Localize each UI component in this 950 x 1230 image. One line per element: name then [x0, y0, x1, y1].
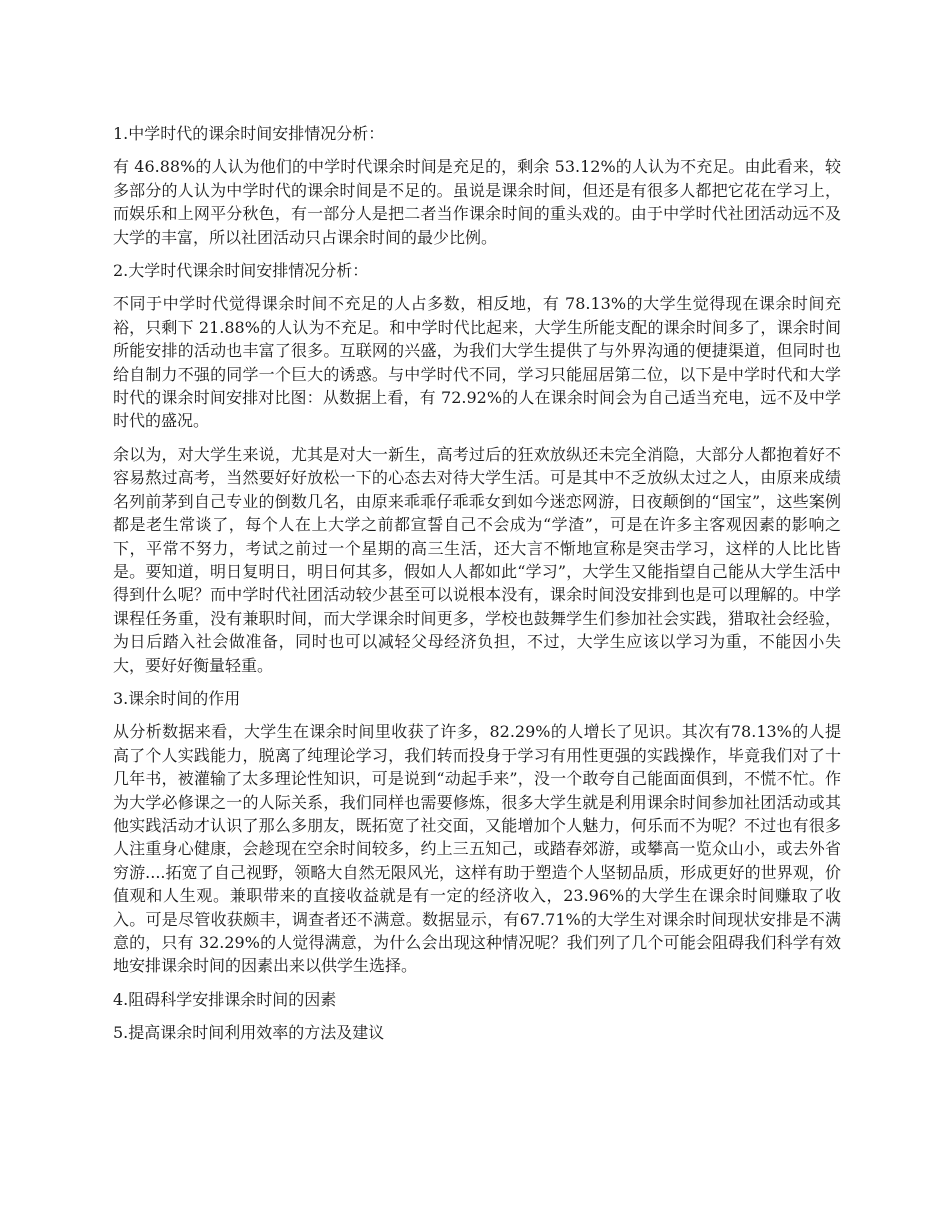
section-1-paragraph-1: 有 46.88%的人认为他们的中学时代课余时间是充足的，剩余 53.12%的人认为不充足。由此看来，较多部分的人认为中学时代的课余时间是不足的。虽说是课余时间，但还是有很多人都把它花在学习上，而娱乐和上网平分秋色，有一部分人是把二者当作课余时间的重头戏的。由于中学时代社团活动远不及大学的丰富，所以社团活动只占课余时间的最少比例。 [113, 157, 841, 247]
section-4-heading: 4.阻碍科学安排课余时间的因素 [113, 989, 337, 1009]
section-1-heading: 1.中学时代的课余时间安排情况分析： [113, 124, 385, 143]
section-2-heading: 2.大学时代课余时间安排情况分析： [113, 261, 369, 281]
document-body [113, 122, 841, 1055]
section-2-paragraph-1: 不同于中学时代觉得课余时间不充足的人占多数，相反地，有 78.13%的大学生觉得现在课余时间充裕，只剩下 21.88%的人认为不充足。和中学时代比起来，大学生所能支配的课余时间多了，课余时间所能安排的活动也丰富了很多。互联网的兴盛，为我们大学生提供了与外界沟通的便捷渠道，但同时也给自制力不强的同学一个巨大的诱惑。与中学时代不同，学习只能屈居第二位，以下是中学时代和大学时代的课余时间安排对比图：从数据上看，有 72.92%的人在课余时间会为自己适当充电，远不及中学时代的盛况。 [113, 294, 841, 431]
section-2-paragraph-2: 余以为，对大学生来说，尤其是对大一新生，高考过后的狂欢放纵还未完全消隐，大部分人都抱着好不容易熬过高考，当然要好好放松一下的心态去对待大学生活。可是其中不乏放纵太过之人，由原来成绩名列前茅到自己专业的倒数几名，由原来乖乖仔乖乖女到如今迷恋网游，日夜颠倒的“国宝”，这些案例都是老生常谈了，每个人在上大学之前都宣誓自己不会成为“学渣”，可是在许多主客观因素的影响之下，平常不努力，考试之前过一个星期的高三生活，还大言不惭地宣称是突击学习，这样的人比比皆是。要知道，明日复明日，明日何其多，假如人人都如此“学习”，大学生又能指望自己能从大学生活中得到什么呢？而中学时代社团活动较少甚至可以说根本没有，课余时间没安排到也是可以理解的。中学课程任务重，没有兼职时间，而大学课余时间更多，学校也鼓舞学生们参加社会实践，猎取社会经验，为日后踏入社会做准备，同时也可以减轻父母经济负担，不过，大学生应该以学习为重，不能因小失大，要好好衡量轻重。 [113, 444, 841, 675]
section-3-heading: 3.课余时间的作用 [113, 688, 241, 708]
section-5-heading: 5.提高课余时间利用效率的方法及建议 [113, 1023, 385, 1043]
section-3-paragraph-1: 从分析数据来看，大学生在课余时间里收获了许多，82.29%的人增长了见识。其次有78.13%的人提高了个人实践能力，脱离了纯理论学习，我们转而投身于学习有用性更强的实践操作，毕竟我们对了十几年书，被灌输了太多理论性知识，可是说到“动起手来”，没一个敢夸自己能面面俱到，不慌不忙。作为大学必修课之一的人际关系，我们同样也需要修炼，很多大学生就是利用课余时间参加社团活动或其他实践活动才认识了那么多朋友，既拓宽了社交面，又能增加个人魅力，何乐而不为呢？不过也有很多人注重身心健康，会趁现在空余时间较多，约上三五知己，或踏春郊游，或攀高一览众山小，或去外省穷游....拓宽了自己视野，领略大自然无限风光，这样有助于塑造个人坚韧品质，形成更好的世界观，价值观和人生观。兼职带来的直接收益就是有一定的经济收入，23.96%的大学生在课余时间赚取了收入。可是尽管收获颇丰，调查者还不满意。数据显示，有67.71%的大学生对课余时间现状安排是不满意的，只有 32.29%的人觉得满意，为什么会出现这种情况呢？我们列了几个可能会阻碍我们科学有效地安排课余时间的因素出来以供学生选择。 [113, 722, 841, 976]
